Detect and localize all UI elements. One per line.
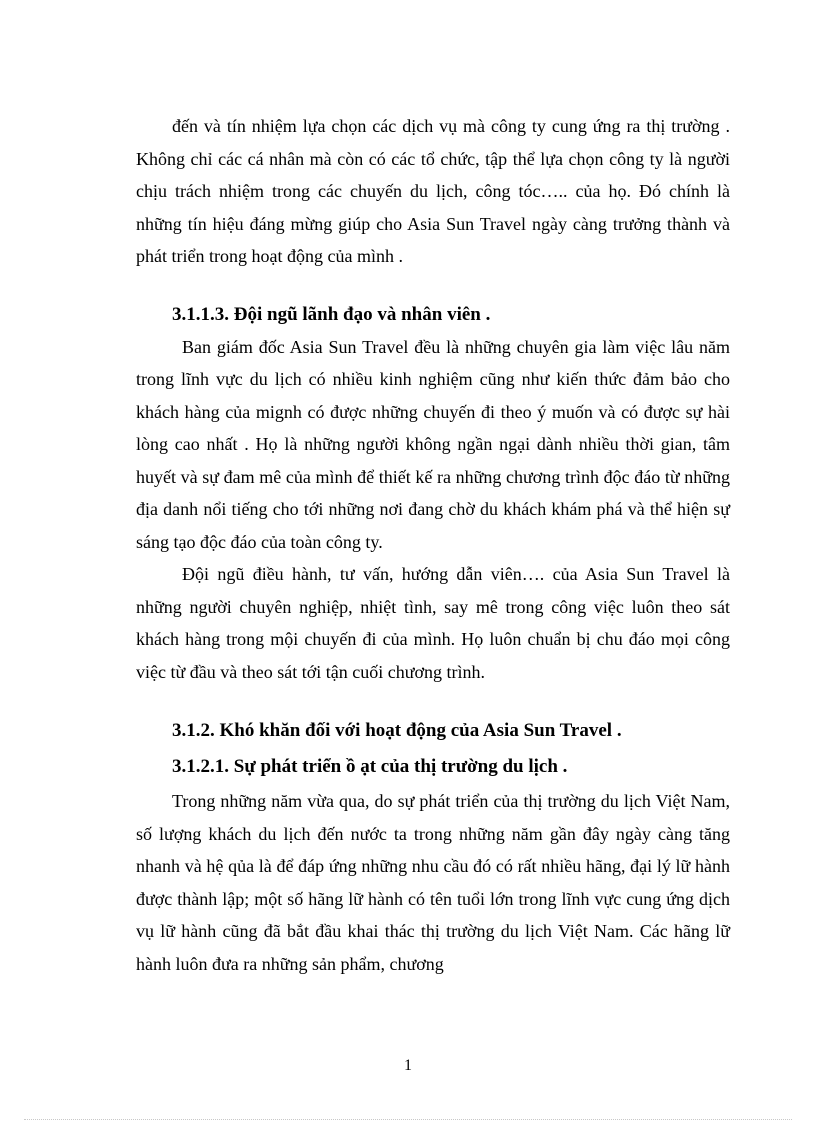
page-number: 1 xyxy=(404,1057,412,1074)
paragraph-3: Đội ngũ điều hành, tư vấn, hướng dẫn viên…. của Asia Sun Travel là những người chuyên nghiệp, nhiệt tình, say mê trong công việc luôn theo sát khách hàng trong mội chuyến đi của mình. Họ luôn chuẩn bị chu đáo mọi công việc từ đầu và theo sát tới tận cuối chương trình. xyxy=(136,564,730,682)
page-body xyxy=(136,110,730,980)
paragraph-2: Ban giám đốc Asia Sun Travel đều là những chuyên gia làm việc lâu năm trong lĩnh vực du lịch có nhiều kinh nghiệm cũng như kiến thức đảm bảo cho khách hàng của mignh có được những chuyến đi theo ý muốn và có được sự hài lòng cao nhất . Họ là những người không ngần ngại dành nhiều thời gian, tâm huyết và sự đam mê của mình để thiết kế ra những chương trình độc đáo từ những địa danh nổi tiếng cho tới những nơi đang chờ du khách khám phá và thể hiện sự sáng tạo độc đáo của toàn công ty. xyxy=(136,336,730,552)
heading-team: 3.1.1.3. Đội ngũ lãnh đạo và nhân viên . xyxy=(172,303,491,325)
paragraph-1: đến và tín nhiệm lựa chọn các dịch vụ mà công ty cung ứng ra thị trường . Không chỉ các cá nhân mà còn có các tổ chức, tập thể lựa chọn công ty là người chịu trách nhiệm trong các chuyến du lịch, công tóc….. của họ. Đó chính là những tín hiệu đáng mừng giúp cho Asia Sun Travel ngày càng trưởng thành và phát triển trong hoạt động của mình . xyxy=(136,116,730,266)
heading-difficulties: 3.1.2. Khó khăn đối với hoạt động của Asia Sun Travel . xyxy=(172,720,622,741)
page-bottom-divider xyxy=(24,1119,792,1120)
paragraph-4: Trong những năm vừa qua, do sự phát triển của thị trường du lịch Việt Nam, số lượng khách du lịch đến nước ta trong những năm gần đây ngày càng tăng nhanh và hệ qủa là để đáp ứng những nhu cầu đó có rất nhiều hãng, đại lý lữ hành được thành lập; một số hãng lữ hành có tên tuổi lớn trong lĩnh vực cung ứng dịch vụ lữ hành cũng đã bắt đầu khai thác thị trường du lịch Việt Nam. Các hãng lữ hành luôn đưa ra những sản phẩm, chương xyxy=(136,791,730,974)
heading-market-growth: 3.1.2.1. Sự phát triển ồ ạt của thị trường du lịch . xyxy=(172,756,568,777)
